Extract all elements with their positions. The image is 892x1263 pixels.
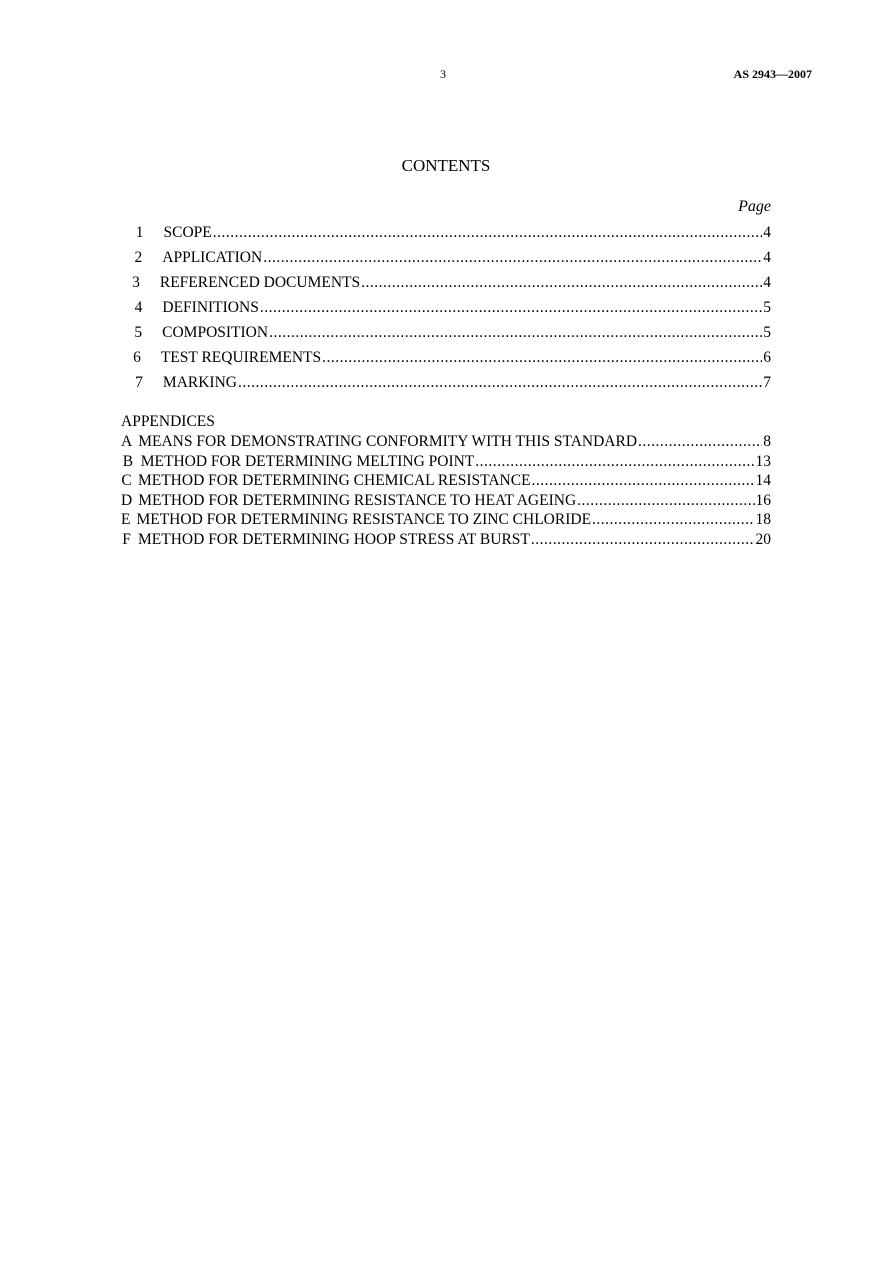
toc-entry-number: B <box>122 453 134 470</box>
toc-appendix-c[interactable] <box>121 471 771 491</box>
toc-entry-title: APPLICATION <box>162 249 263 266</box>
toc-entry-number: E <box>121 511 131 528</box>
toc-entry-number: C <box>121 472 132 489</box>
toc-appendix-d[interactable] <box>121 491 771 511</box>
toc-entry-marking[interactable] <box>130 373 771 393</box>
toc-entry-title: TEST REQUIREMENTS <box>160 349 322 366</box>
toc-entry-application[interactable] <box>130 248 771 268</box>
toc-entry-number: 1 <box>135 224 144 241</box>
toc-entry-number: 4 <box>134 299 143 316</box>
toc-appendix-a[interactable] <box>121 432 771 452</box>
toc-appendix-e[interactable] <box>121 510 771 530</box>
document-id: AS 2943—2007 <box>733 67 812 81</box>
toc-dot-leader <box>263 248 762 268</box>
toc-entry-number: D <box>121 492 133 509</box>
toc-entry-title: METHOD FOR DETERMINING MELTING POINT <box>140 453 475 470</box>
toc-entry-title: REFERENCED DOCUMENTS <box>159 274 361 291</box>
toc-entry-number: 5 <box>134 324 143 341</box>
page-column-label: Page <box>738 198 771 215</box>
toc-entry-page: 5 <box>763 324 771 341</box>
toc-entry-number: 6 <box>133 349 141 366</box>
contents-title: CONTENTS <box>401 156 491 175</box>
toc-dot-leader <box>260 298 762 318</box>
toc-dot-leader <box>531 530 755 550</box>
toc-dot-leader <box>269 323 762 343</box>
toc-entry-page: 7 <box>763 374 771 391</box>
toc-entry-page: 8 <box>763 433 771 450</box>
toc-dot-leader <box>475 452 754 472</box>
toc-dot-leader <box>361 273 762 293</box>
toc-dot-leader <box>238 373 762 393</box>
toc-entry-number: A <box>121 433 133 450</box>
toc-appendix-b[interactable] <box>121 452 771 472</box>
toc-dot-leader <box>638 432 762 452</box>
toc-entry-page: 18 <box>755 511 771 528</box>
toc-entry-scope[interactable] <box>130 223 771 243</box>
toc-entry-test-requirements[interactable] <box>130 348 771 368</box>
toc-entry-title: METHOD FOR DETERMINING HOOP STRESS AT BURST <box>138 531 530 548</box>
page-number: 3 <box>440 67 446 81</box>
toc-entry-page: 4 <box>763 224 771 241</box>
toc-entry-title: METHOD FOR DETERMINING CHEMICAL RESISTANCE <box>137 472 531 489</box>
toc-dot-leader <box>322 348 762 368</box>
toc-entry-number: 2 <box>134 249 143 266</box>
toc-entry-page: 5 <box>763 299 771 316</box>
toc-dot-leader <box>592 510 754 530</box>
toc-appendix-f[interactable] <box>121 530 771 550</box>
toc-entry-title: METHOD FOR DETERMINING RESISTANCE TO ZINC CHLORIDE <box>136 511 592 528</box>
toc-entry-page: 4 <box>763 274 771 291</box>
toc-entry-number: 3 <box>132 274 140 291</box>
toc-dot-leader <box>532 471 755 491</box>
toc-entry-page: 16 <box>755 492 771 509</box>
toc-entry-page: 20 <box>755 531 771 548</box>
toc-entry-page: 6 <box>763 349 771 366</box>
toc-entry-title: METHOD FOR DETERMINING RESISTANCE TO HEAT AGEING <box>138 492 577 509</box>
toc-entry-page: 13 <box>755 453 771 470</box>
toc-entry-title: SCOPE <box>163 224 212 241</box>
toc-entry-referenced-documents[interactable] <box>130 273 771 293</box>
toc-dot-leader <box>577 491 754 511</box>
appendices-heading: APPENDICES <box>121 413 215 430</box>
toc-entry-title: COMPOSITION <box>162 324 269 341</box>
toc-entry-composition[interactable] <box>130 323 771 343</box>
toc-entry-title: MARKING <box>162 374 237 391</box>
toc-entry-title: DEFINITIONS <box>162 299 259 316</box>
toc-entry-page: 14 <box>755 472 771 489</box>
toc-entry-number: F <box>122 531 131 548</box>
toc-entry-page: 4 <box>763 249 771 266</box>
toc-dot-leader <box>213 223 762 243</box>
toc-entry-number: 7 <box>135 374 143 391</box>
toc-entry-title: MEANS FOR DEMONSTRATING CONFORMITY WITH THIS STANDARD <box>138 433 638 450</box>
toc-entry-definitions[interactable] <box>130 298 771 318</box>
